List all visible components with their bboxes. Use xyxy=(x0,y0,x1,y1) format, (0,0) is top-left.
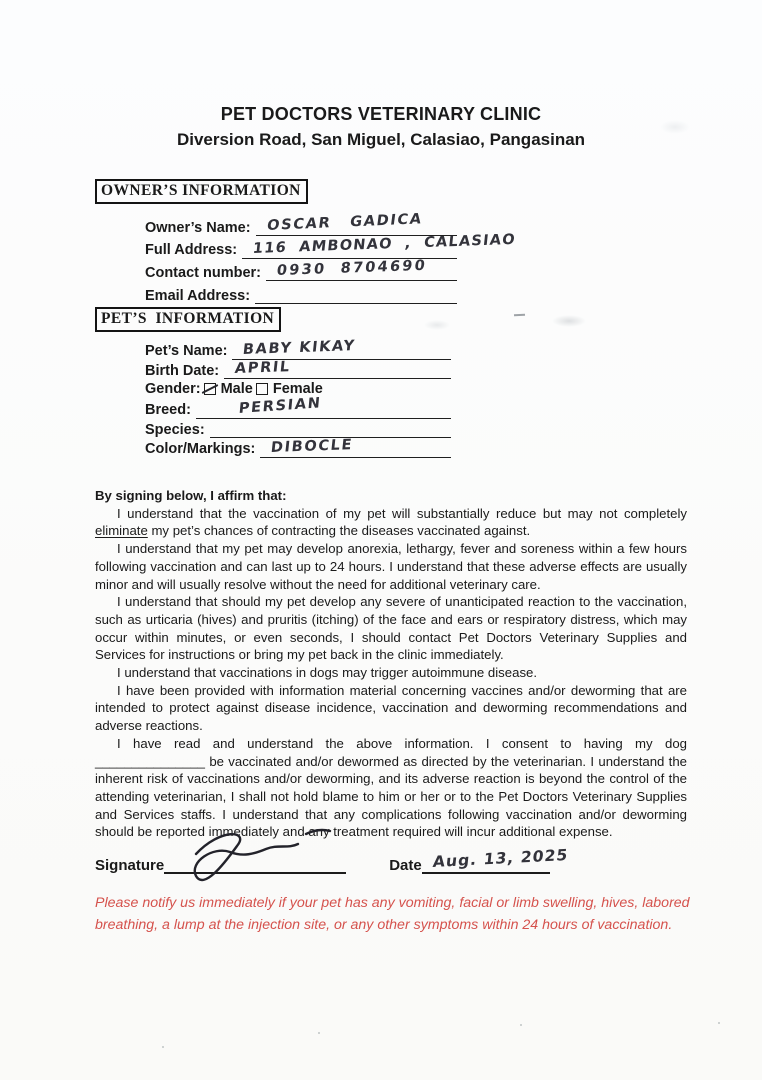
color-markings-label: Color/Markings: xyxy=(145,441,256,458)
owner-name-handwritten: OSCAR GADICA xyxy=(265,211,424,234)
species-row xyxy=(145,419,451,439)
consent-p1-pre: I understand that the vaccination of my pet will substantially reduce but may not completely xyxy=(117,505,687,521)
birth-date-label: Birth Date: xyxy=(145,362,220,379)
consent-p6-post: be vaccinated and/or dewormed as directed by the veterinarian. I understand the inherent risk of vaccinations and/or deworming, and its adverse reaction is beyond the control of the attending veterinarian, I shall not hold blame to him or her or to the Pet Doctors Veterinary Supplies and Services staffs. I understand that any complications following vaccination and/or deworming should be reported immediately and any treatment required will incur additional expense. xyxy=(95,753,687,840)
breed-row xyxy=(145,394,451,419)
email-address-row xyxy=(145,281,457,304)
color-markings-handwritten: DIBOCLE xyxy=(270,436,355,456)
full-address-row xyxy=(145,231,517,259)
breed-label: Breed: xyxy=(145,402,191,419)
consent-p6-pre: I have read and understand the above information. I consent to having my dog xyxy=(117,735,687,751)
owner-name-label: Owner’s Name: xyxy=(145,219,251,236)
email-address-line xyxy=(255,280,457,304)
breed-line xyxy=(196,394,451,419)
species-line xyxy=(210,418,451,439)
owner-name-row xyxy=(145,213,457,236)
owner-section-heading: OWNER’S INFORMATION xyxy=(95,179,308,204)
clinic-address: Diversion Road, San Miguel, Calasiao, Pangasinan xyxy=(176,130,586,149)
scan-artifact-smudge xyxy=(552,315,586,327)
birth-date-line xyxy=(224,359,451,380)
species-label: Species: xyxy=(145,421,205,438)
breed-handwritten: PERSIAN xyxy=(237,394,323,417)
date-handwritten: Aug. 13, 2025 xyxy=(431,845,569,871)
pet-name-row xyxy=(145,337,451,360)
color-markings-line xyxy=(260,437,451,458)
male-label: Male xyxy=(220,381,253,397)
scan-artifact-dash xyxy=(514,314,525,317)
pet-name-label: Pet’s Name: xyxy=(145,343,228,360)
signature-label: Signature xyxy=(95,857,165,874)
scan-speck xyxy=(520,1024,522,1026)
signature-scribble xyxy=(180,822,340,894)
contact-number-row xyxy=(145,259,457,282)
pet-section-heading: PET’S INFORMATION xyxy=(95,307,281,332)
pet-fields xyxy=(145,337,451,458)
male-check-mark xyxy=(201,384,218,394)
birth-date-row xyxy=(145,360,451,380)
owner-name-line xyxy=(256,212,457,236)
footer-warning-note: Please notify us immediately if your pet has any vomiting, facial or limb swelling, hives, labored breathing, a lump at the injection site, or any other symptoms within 24 hours of vaccination. xyxy=(95,895,690,933)
contact-number-label: Contact number: xyxy=(145,265,261,282)
consent-text-block xyxy=(95,487,687,841)
contact-number-line xyxy=(266,258,457,282)
owner-fields xyxy=(145,211,517,304)
male-checkbox xyxy=(204,383,216,395)
clinic-name: PET DOCTORS VETERINARY CLINIC xyxy=(220,104,542,124)
pet-name-handwritten: BABY KIKAY xyxy=(242,337,357,358)
scan-speck xyxy=(162,1046,164,1048)
consent-p1-underlined-word: eliminate xyxy=(95,523,148,539)
scan-speck xyxy=(718,1022,720,1024)
date-label: Date xyxy=(389,857,422,874)
consent-paragraph-2: I understand that my pet may develop anorexia, lethargy, fever and soreness within a few hours following vaccination and can last up to 24 hours. I understand that these adverse effects are usually minor and will usually resolve without the need for additional veterinary care. xyxy=(95,541,687,592)
consent-paragraph-4: I understand that vaccinations in dogs may trigger autoimmune disease. xyxy=(117,665,538,681)
consent-paragraph-3: I understand that should my pet develop any severe of unanticipated reaction to the vaccination, such as urticaria (hives) and pruritis (itching) of the face and ears or respiratory distress, which may occur within minutes, or even seconds, I should contact Pet Doctors Veterinary Supplies and Services for instructions or bring my pet back in the clinic immediately. xyxy=(95,594,687,663)
consent-paragraph-5: I have been provided with information material concerning vaccines and/or deworming that are intended to protect against disease incidence, vaccination and deworming recommendations and adverse reactions. xyxy=(95,682,687,734)
female-checkbox xyxy=(256,383,268,395)
signature-date-row xyxy=(95,838,687,874)
consent-paragraph-1 xyxy=(95,505,687,540)
scan-speck xyxy=(318,1032,320,1034)
full-address-line xyxy=(242,231,517,259)
full-address-label: Full Address: xyxy=(145,242,238,259)
signature-line xyxy=(164,836,346,874)
birth-date-handwritten: APRIL xyxy=(234,359,292,377)
full-address-handwritten: 116 AMBONAO , CALASIAO xyxy=(252,231,517,257)
scan-artifact-smudge xyxy=(424,320,450,330)
dog-name-blank-line: _______________ xyxy=(95,753,206,769)
contact-number-handwritten: 0930 8704690 xyxy=(276,258,428,280)
date-line xyxy=(422,836,569,874)
pet-name-line xyxy=(232,339,451,360)
consent-p1-post: my pet’s chances of contracting the diseases vaccinated against. xyxy=(147,523,531,539)
color-markings-row xyxy=(145,438,451,458)
gender-label: Gender: xyxy=(145,381,201,397)
email-address-label: Email Address: xyxy=(145,287,251,304)
consent-heading: By signing below, I affirm that: xyxy=(95,488,287,503)
female-label: Female xyxy=(272,381,323,397)
